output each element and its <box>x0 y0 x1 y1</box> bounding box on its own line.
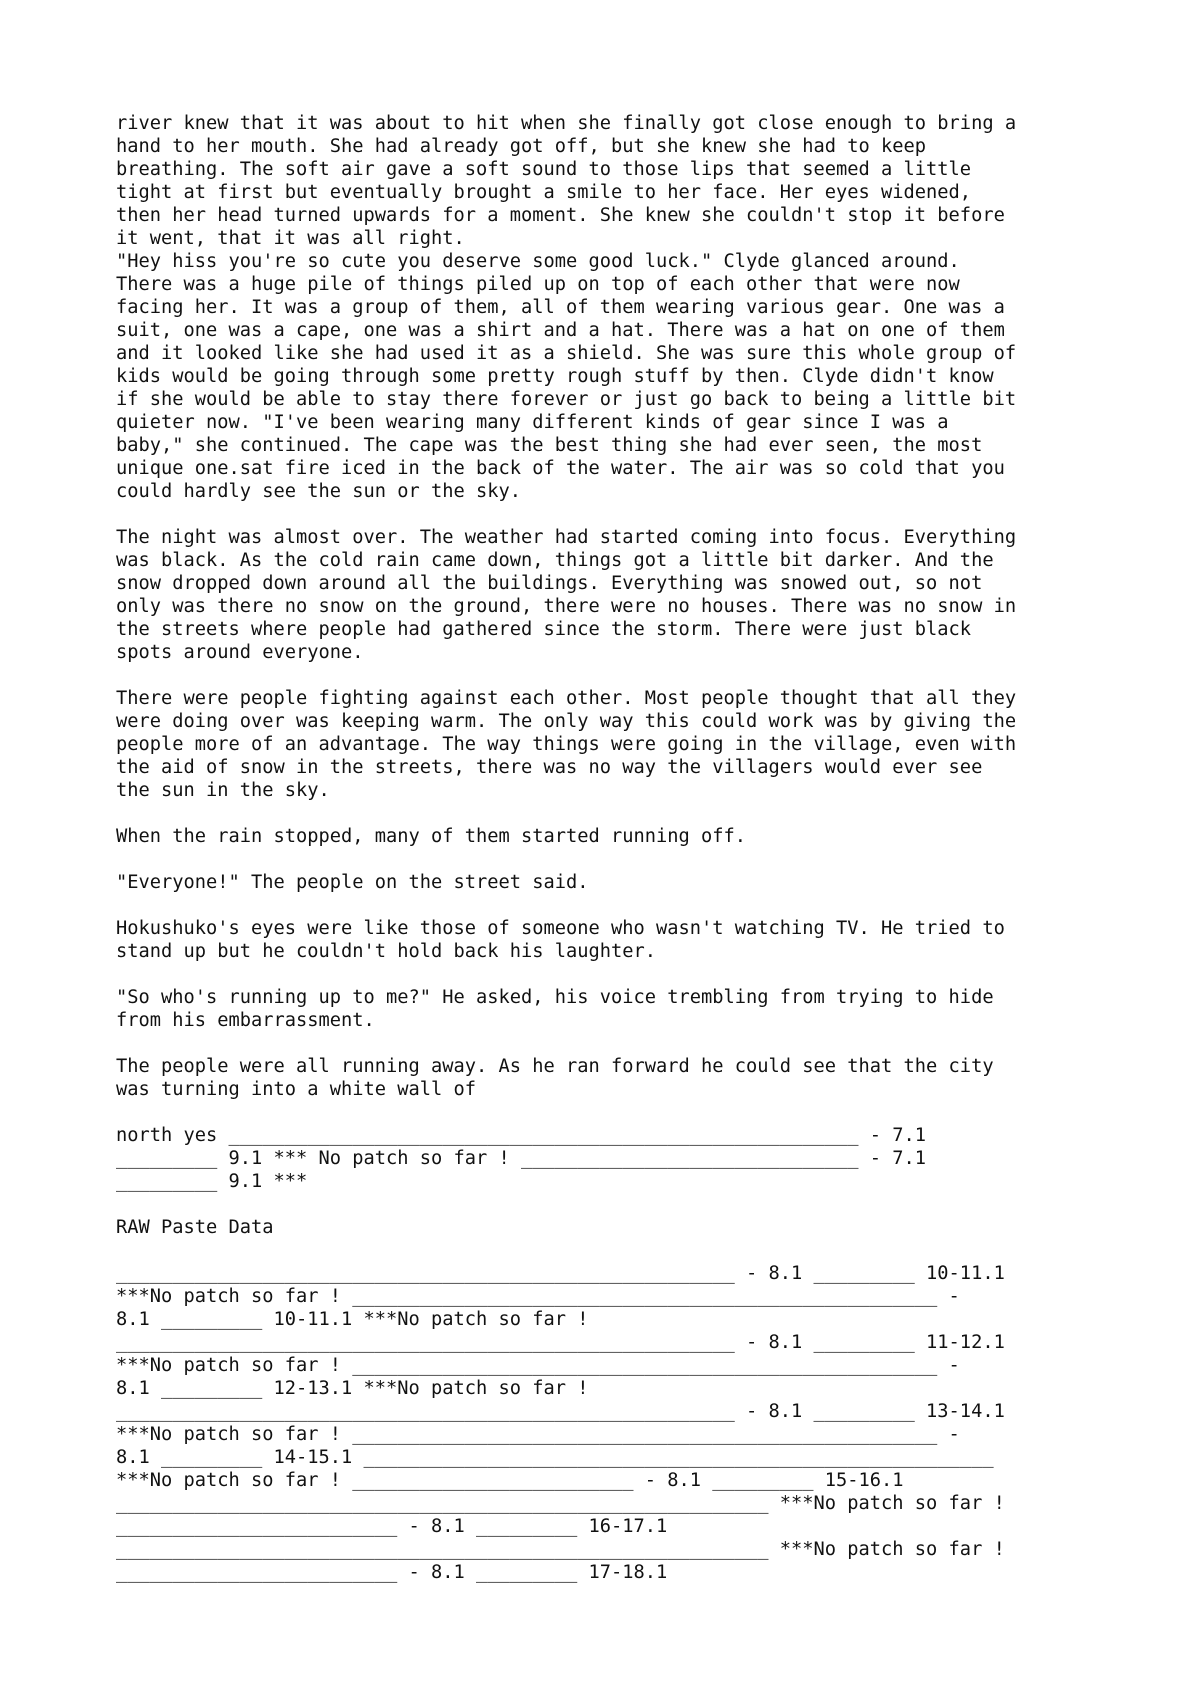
story-paragraph: "Everyone!" The people on the street said. <box>116 872 589 893</box>
story-paragraph: The night was almost over. The weather had started coming into focus. Everything was black. As the cold rain came down, things got a little bit darker. And the snow dropped down around all the buildings. Everything was snowed out, so not only was there no snow on the ground, there were no houses. There was no snow in the streets where people had gathered since the storm. There were just black spots around everyone. <box>116 527 1017 663</box>
story-paragraph: "So who's running up to me?" He asked, his voice trembling from trying to hide from his embarrassment. <box>116 987 994 1031</box>
story-paragraph: When the rain stopped, many of them started running off. <box>116 826 747 847</box>
story-paragraph: river knew that it was about to hit when she finally got close enough to bring a hand to her mouth. She had already got off, but she knew she had to keep breathing. The soft air gave a soft sound to those lips that seemed a little tight at first but eventually brought a smile to her face. Her eyes widened, then her head turned upwards for a moment. She knew she couldn't stop it before it went, that it was all right. "Hey hiss you're so cute you deserve some good luck." Clyde glanced around. There was a huge pile of things piled up on top of each other that were now facing her. It was a group of them, all of them wearing various gear. One was a suit, one was a cape, one was a shirt and a hat. There was a hat on one of them and it looked like she had used it as a shield. She was sure this whole group of kids would be going through some pretty rough stuff by then. Clyde didn't know if she would be able to stay there forever or just go back to being a little bit quieter now. "I've been wearing many different kinds of gear since I was a baby," she continued. The cape was the best thing she had ever seen, the most unique one.sat fire iced in the back of the water. The air was so cold that you could hardly see the sun or the sky. <box>116 113 1017 502</box>
story-paragraph: The people were all running away. As he ran forward he could see that the city was turning into a white wall of <box>116 1056 994 1100</box>
patch-list-block: north yes ________________________________________________________ - 7.1 _________ 9.1 *** No patch so far ! ______________________________ - 7.1 _________ 9.1 *** <box>116 1125 927 1192</box>
document-page <box>116 112 1116 1607</box>
story-paragraph: Hokushuko's eyes were like those of someone who wasn't watching TV. He tried to stand up but he couldn't hold back his laughter. <box>116 918 1005 962</box>
raw-paste-data-block: _______________________________________________________ - 8.1 _________ 10-11.1 ***No patch so far ! ____________________________________________________ - 8.1 _________ 10-11.1 ***No patch so far ! _______________________________________________________ - 8.1 _________ 11-12.1 ***No patch so far ! ____________________________________________________ - 8.1 _________ 12-13.1 ***No patch so far ! _______________________________________________________ - 8.1 _________ 13-14.1 ***No patch so far ! ____________________________________________________ - 8.1 _________ 14-15.1 ________________________________________________________ ***No patch so far ! _________________________ - 8.1 _________ 15-16.1 __________________________________________________________ ***No patch so far ! _________________________ - 8.1 _________ 16-17.1 __________________________________________________________ ***No patch so far ! _________________________ - 8.1 _________ 17-18.1 <box>116 1263 1005 1583</box>
raw-paste-heading: RAW Paste Data <box>116 1217 274 1238</box>
story-paragraph: There were people fighting against each other. Most people thought that all they were doing over was keeping warm. The only way this could work was by giving the people more of an advantage. The way things were going in the village, even with the aid of snow in the streets, there was no way the villagers would ever see the sun in the sky. <box>116 688 1017 801</box>
